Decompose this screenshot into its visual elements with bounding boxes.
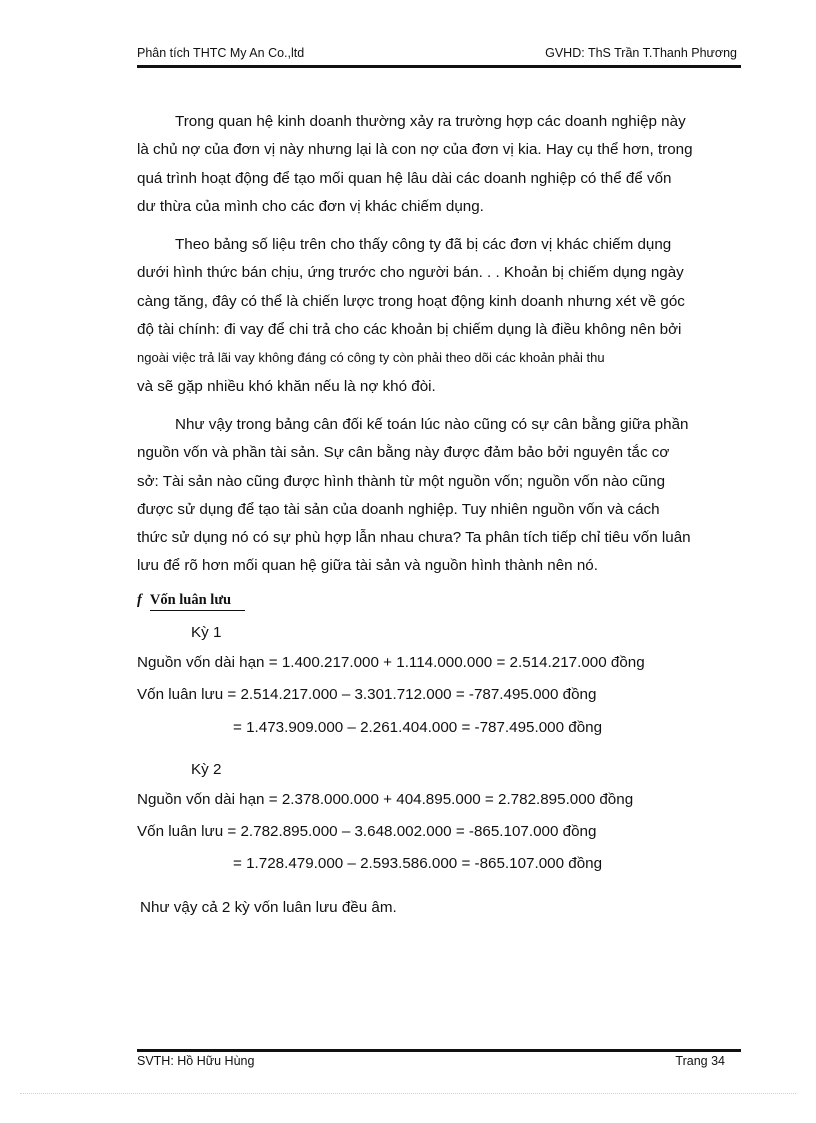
header-right-text: GVHD: ThS Trần T.Thanh Phương <box>545 46 737 60</box>
text-line: nguồn vốn và phần tài sản. Sự cân bằng này được đảm bảo bởi nguyên tắc cơ <box>137 444 670 462</box>
header-left-text: Phân tích THTC My An Co.,ltd <box>137 46 305 60</box>
bullet-icon: f <box>137 592 142 608</box>
text-line: là chủ nợ của đơn vị này nhưng lại là con nợ của đơn vị kia. Hay cụ thể hơn, trong <box>137 141 693 159</box>
period-2-working-capital-alt: = 1.728.479.000 – 2.593.586.000 = -865.107.000 đồng <box>233 855 603 872</box>
period-2-long-term-capital: Nguồn vốn dài hạn = 2.378.000.000 + 404.895.000 = 2.782.895.000 đồng <box>137 791 634 808</box>
text-line: và sẽ gặp nhiều khó khăn nếu là nợ khó đòi. <box>137 377 436 395</box>
text-line: dưới hình thức bán chịu, ứng trước cho người bán. . . Khoản bị chiếm dụng ngày <box>137 264 684 282</box>
period-1-long-term-capital: Nguồn vốn dài hạn = 1.400.217.000 + 1.114.000.000 = 2.514.217.000 đồng <box>137 654 645 671</box>
paragraph-2 <box>137 231 737 401</box>
text-line: Theo bảng số liệu trên cho thấy công ty đã bị các đơn vị khác chiếm dụng <box>175 236 672 254</box>
text-line: sở: Tài sản nào cũng được hình thành từ một nguồn vốn; nguồn vốn nào cũng <box>137 472 666 490</box>
page-number: Trang 34 <box>675 1054 725 1068</box>
section-title: Vốn luân lưu <box>150 592 245 611</box>
text-line: Như vậy trong bảng cân đối kế toán lúc nào cũng có sự cân bằng giữa phần <box>175 415 689 433</box>
header-rule <box>137 65 741 68</box>
text-line: Trong quan hệ kinh doanh thường xảy ra trường hợp các doanh nghiệp này <box>175 113 686 130</box>
period-2-working-capital: Vốn luân lưu = 2.782.895.000 – 3.648.002.000 = -865.107.000 đồng <box>137 823 597 840</box>
section-heading <box>137 592 245 611</box>
paragraph-3 <box>137 411 737 581</box>
conclusion-text: Như vậy cả 2 kỳ vốn luân lưu đều âm. <box>140 899 397 916</box>
period-1-working-capital: Vốn luân lưu = 2.514.217.000 – 3.301.712.000 = -787.495.000 đồng <box>137 686 597 703</box>
text-line: dư thừa của mình cho các đơn vị khác chiếm dụng. <box>137 197 484 215</box>
footer-left-text: SVTH: Hồ Hữu Hùng <box>137 1054 255 1068</box>
body-text <box>137 108 737 591</box>
period-1-label: Kỳ 1 <box>191 624 222 641</box>
page-footer <box>137 1054 739 1072</box>
text-line: càng tăng, đây có thể là chiến lược trong hoạt động kinh doanh nhưng xét về góc <box>137 292 685 310</box>
period-1-working-capital-alt: = 1.473.909.000 – 2.261.404.000 = -787.495.000 đồng <box>233 719 603 736</box>
text-line: quá trình hoạt động để tạo mối quan hệ lâu dài các doanh nghiệp có thể để vốn <box>137 169 672 187</box>
footer-rule <box>137 1049 741 1052</box>
text-line: lưu để rõ hơn mối quan hệ giữa tài sản và nguồn hình thành nên nó. <box>137 557 598 575</box>
page-header <box>137 46 739 66</box>
text-line: ngoài việc trả lãi vay không đáng có công ty còn phải theo dõi các khoản phải thu <box>137 350 605 366</box>
text-line: độ tài chính: đi vay để chi trả cho các khoản bị chiếm dụng là điều không nên bởi <box>137 321 682 339</box>
period-2-label: Kỳ 2 <box>191 761 222 778</box>
text-line: thức sử dụng nó có sự phù hợp lẫn nhau chưa? Ta phân tích tiếp chỉ tiêu vốn luân <box>137 529 691 547</box>
text-line: được sử dụng để tạo tài sản của doanh nghiệp. Tuy nhiên nguồn vốn và cách <box>137 500 660 518</box>
page-edge-divider <box>20 1093 796 1094</box>
paragraph-1 <box>137 108 737 221</box>
